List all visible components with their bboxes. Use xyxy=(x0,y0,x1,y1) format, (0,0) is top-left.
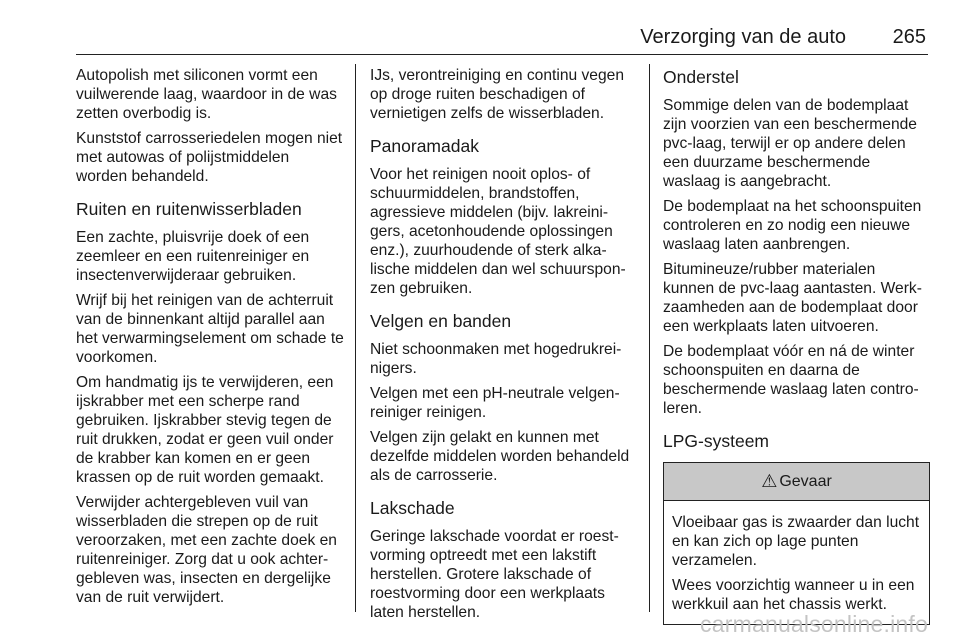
page-header xyxy=(76,22,928,55)
paragraph: Geringe lakschade voordat er roest-vorming optreedt met een lakstift herstellen. Grotere lakschade of roestvorming door een werkplaats laten herstellen. xyxy=(370,528,619,621)
section-heading: Panoramadak xyxy=(370,136,479,156)
column-divider xyxy=(649,64,650,612)
paragraph: De bodemplaat vóór en ná de winter schoonspuiten en daarna de beschermende waslaag laten contro-leren. xyxy=(663,343,919,417)
paragraph: Velgen met een pH-neutrale velgen-reiniger reinigen. xyxy=(370,385,620,421)
paragraph: Velgen zijn gelakt en kunnen met dezelfde middelen worden behandeld als de carrosserie. xyxy=(370,429,630,484)
header-title: Verzorging van de auto xyxy=(640,26,846,48)
warning-triangle-icon: ⚠ xyxy=(761,471,778,491)
paragraph: Autopolish met siliconen vormt een vuilwerende laag, waardoor in de was zetten overbodig is. xyxy=(76,67,337,122)
paragraph: Voor het reinigen nooit oplos- of schuurmiddelen, brandstoffen, agressieve middelen (bijv. lakreini-gers, acetonhoudende oplossingen enz.), zuurhoudende of sterk alka-lische middelen dan wel schuurspon-zen gebruiken. xyxy=(370,166,626,297)
paragraph: Bitumineuze/rubber materialen kunnen de pvc-laag aantasten. Werk-zaamheden aan de bodemplaat door een werkplaats laten uitvoeren. xyxy=(663,261,922,335)
danger-box-title: Gevaar xyxy=(779,473,832,490)
section-heading: Velgen en banden xyxy=(370,311,512,331)
column-right xyxy=(663,66,930,625)
section-heading: Onderstel xyxy=(663,67,739,87)
danger-box-body xyxy=(664,501,929,624)
paragraph: Een zachte, pluisvrije doek of een zeemleer en een ruitenreiniger en insectenverwijderaar gebruiken. xyxy=(76,229,310,284)
paragraph: Vloeibaar gas is zwaarder dan lucht en kan zich op lage punten verzamelen. xyxy=(672,514,920,569)
section-heading: Ruiten en ruitenwisserbladen xyxy=(76,199,302,219)
watermark: carmanualsonline.info xyxy=(700,611,928,637)
column-divider xyxy=(355,64,356,612)
paragraph: Kunststof carrosseriedelen mogen niet met autowas of polijstmiddelen worden behandeld. xyxy=(76,130,343,185)
paragraph: Wees voorzichtig wanneer u in een werkkuil aan het chassis werkt. xyxy=(672,577,915,613)
danger-box xyxy=(663,462,930,625)
paragraph: De bodemplaat na het schoonspuiten controleren en zo nodig een nieuwe waslaag laten aanbrengen. xyxy=(663,198,922,253)
column-middle xyxy=(370,66,638,628)
paragraph: Niet schoonmaken met hogedrukrei-nigers. xyxy=(370,341,622,377)
paragraph: IJs, verontreiniging en continu vegen op droge ruiten beschadigen of vernietigen zelfs de wisserbladen. xyxy=(370,67,624,122)
paragraph: Sommige delen van de bodemplaat zijn voorzien van een beschermende pvc-laag, terwijl er op andere delen een duurzame beschermende waslaag is aangebracht. xyxy=(663,97,917,190)
danger-box-header xyxy=(664,463,929,501)
column-left xyxy=(76,66,344,613)
paragraph: Om handmatig ijs te verwijderen, een ijskrabber met een scherpe rand gebruiken. Ijskrabber stevig tegen de ruit drukken, zodat er geen vuil onder de krabber kan komen en er geen krassen op de ruit worden gemaakt. xyxy=(76,374,334,486)
paragraph: Verwijder achtergebleven vuil van wisserbladen die strepen op de ruit veroorzaken, met een zachte doek en ruitenreiniger. Zorg dat u ook achter-gebleven was, insecten en dergelijke van de ruit verwijdert. xyxy=(76,494,337,606)
paragraph: Wrijf bij het reinigen van de achterruit van de binnenkant altijd parallel aan het verwarmingselement om schade te voorkomen. xyxy=(76,292,344,366)
section-heading: Lakschade xyxy=(370,498,455,518)
section-heading: LPG-systeem xyxy=(663,431,769,451)
page-number: 265 xyxy=(892,26,926,48)
